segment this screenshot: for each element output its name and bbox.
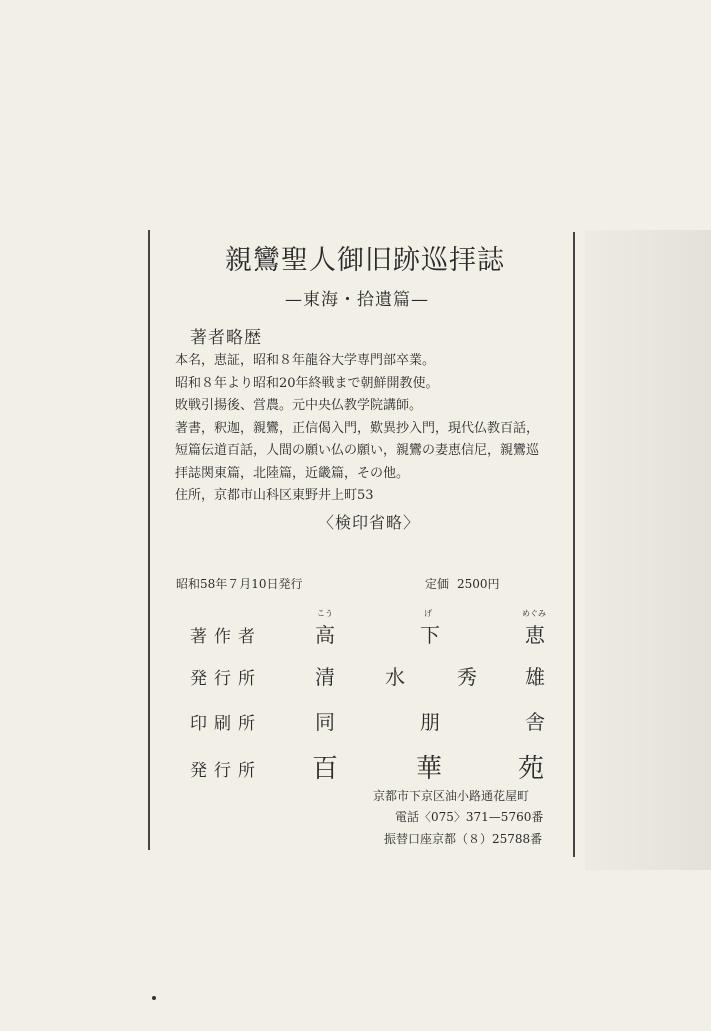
price-value: 2500円	[457, 577, 500, 591]
bio-line: 住所，京都市山科区東野井上町53	[175, 488, 374, 503]
author-ruby: げ	[424, 609, 432, 618]
book-title: 親鸞聖人御旧跡巡拝誌	[225, 245, 505, 276]
bio-line: 敗戦引揚後、営農。元中央仏教学院講師。	[175, 398, 423, 413]
bio-text	[175, 350, 570, 508]
printer-name-char: 舎	[525, 710, 545, 734]
publisher-name-char: 秀	[457, 665, 477, 689]
author-role: 著作者	[190, 627, 262, 647]
right-border-line	[573, 232, 575, 857]
author-row	[190, 609, 550, 647]
price-label: 定価	[425, 577, 450, 591]
printer-role: 印刷所	[190, 714, 262, 734]
printer-name-char: 朋	[420, 710, 440, 734]
publishing-house-role: 発行所	[190, 761, 262, 781]
publisher-phone: 電話〈075〉371—5760番	[395, 810, 544, 824]
publisher-address: 京都市下京区油小路通花屋町	[373, 789, 530, 803]
bio-line: 昭和８年より昭和20年終戦まで朝鮮開教使。	[175, 375, 439, 391]
publish-date: 昭和58年７月10日発行	[176, 577, 303, 591]
seal-omitted-note: 〈検印省略〉	[318, 513, 421, 532]
bio-line: 拝誌関東篇，北陸篇，近畿篇，その他。	[175, 465, 410, 481]
publisher-role: 発行所	[190, 669, 262, 689]
publisher-name-char: 清	[315, 665, 335, 689]
author-name-char: 下	[420, 623, 440, 647]
print-speck	[152, 996, 156, 1000]
publisher-transfer-account: 振替口座京都（８）25788番	[384, 832, 543, 846]
publisher-name-char: 雄	[525, 665, 545, 689]
left-border-line	[148, 230, 150, 850]
publishing-house-row	[190, 750, 550, 784]
author-name-char: 高	[315, 623, 335, 647]
author-ruby: こう	[317, 609, 333, 618]
bio-line: 短篇伝道百話，人間の願い仏の願い，親鸞の妻恵信尼，親鸞巡	[175, 443, 540, 458]
price	[425, 575, 500, 592]
publisher-row	[190, 658, 550, 688]
bleed-through-shadow	[585, 230, 711, 870]
publishing-house-name-char: 百	[312, 754, 339, 784]
bio-heading: 著者略歴	[190, 328, 262, 348]
publisher-name-char: 水	[385, 665, 405, 689]
bio-line: 本名，恵証，昭和８年龍谷大学専門部卒業。	[175, 353, 436, 368]
bio-line: 著書，釈迦，親鸞，正信偈入門，歎異抄入門，現代仏教百話，	[175, 420, 540, 436]
publishing-house-name-char: 華	[416, 754, 443, 784]
author-name-char: 恵	[525, 623, 545, 647]
book-subtitle: —東海・拾遺篇—	[285, 290, 429, 310]
publishing-house-name-char: 苑	[518, 754, 545, 784]
author-ruby: めぐみ	[522, 609, 546, 618]
printer-name-char: 同	[315, 710, 335, 734]
printer-row	[190, 703, 550, 733]
